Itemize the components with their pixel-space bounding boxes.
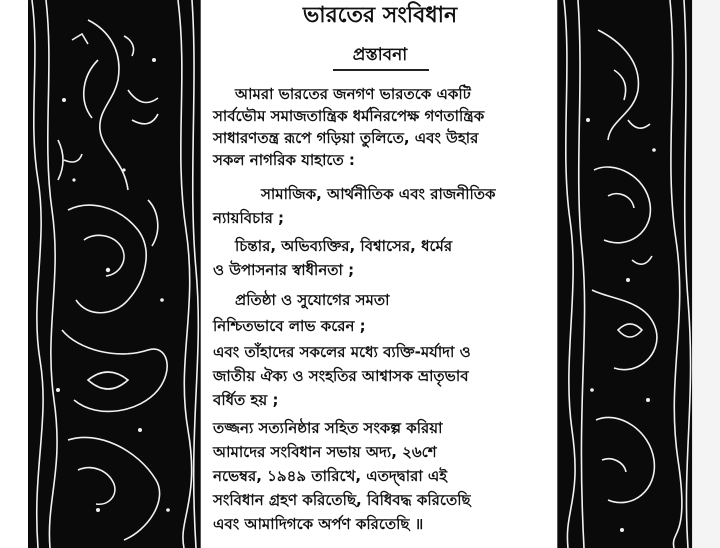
preamble-line: আমাদের সংবিধান সভায় অদ্য, ২৬শে: [213, 443, 437, 461]
preamble-line: প্রতিষ্ঠা ও সুযোগের সমতা: [235, 291, 390, 309]
preamble-line: সকল নাগরিক যাহাতে :: [213, 151, 355, 169]
preamble-line: জাতীয় ঐক্য ও সংহতির আশ্বাসক ভ্রাতৃভাব: [213, 367, 469, 385]
scan-margin: [692, 0, 720, 548]
document-subtitle: প্রস্তাবনা: [352, 45, 408, 65]
preamble-line: এবং তাঁহাদের সকলের মধ্যে ব্যক্তি-মর্যাদা ও: [213, 343, 471, 361]
preamble-line: বর্ধিত হয় ;: [213, 391, 279, 409]
preamble-line: সার্বভৌম সমাজতান্ত্রিক ধর্মনিরপেক্ষ গণতান্ত্রিক: [213, 107, 485, 125]
preamble-line: সামাজিক, আর্থনীতিক এবং রাজনীতিক: [261, 185, 496, 203]
preamble-line: ও উপাসনার স্বাধীনতা ;: [213, 261, 355, 279]
preamble-line: নভেম্বর, ১৯৪৯ তারিখে, এতদ্দ্বারা এই: [213, 467, 448, 485]
preamble-line: সংবিধান গ্রহণ করিতেছি, বিধিবদ্ধ করিতেছি: [213, 491, 471, 509]
left-ornamental-border: [28, 0, 200, 548]
preamble-line: আমরা ভারতের জনগণ ভারতকে একটি: [235, 85, 471, 103]
preamble-text-panel: [200, 0, 558, 548]
left-border-ornament-art: [28, 0, 200, 548]
preamble-line: ন্যায়বিচার ;: [213, 209, 285, 227]
preamble-line: এবং আমাদিগকে অর্পণ করিতেছি ॥: [213, 515, 424, 533]
document-title: ভারতের সংবিধান: [302, 3, 458, 28]
right-border-ornament-art: [558, 0, 692, 548]
preamble-line: সাধারণতন্ত্র রূপে গড়িয়া তুলিতে, এবং উহার: [213, 129, 479, 147]
preamble-line: নিশ্চিতভাবে লাভ করেন ;: [213, 317, 366, 335]
right-ornamental-border: [558, 0, 692, 548]
preamble-line: তজ্জন্য সত্যনিষ্ঠার সহিত সংকল্প করিয়া: [213, 419, 443, 437]
subtitle-underline: [333, 69, 429, 71]
preamble-line: চিন্তার, অভিব্যক্তির, বিশ্বাসের, ধর্মের: [235, 237, 453, 255]
